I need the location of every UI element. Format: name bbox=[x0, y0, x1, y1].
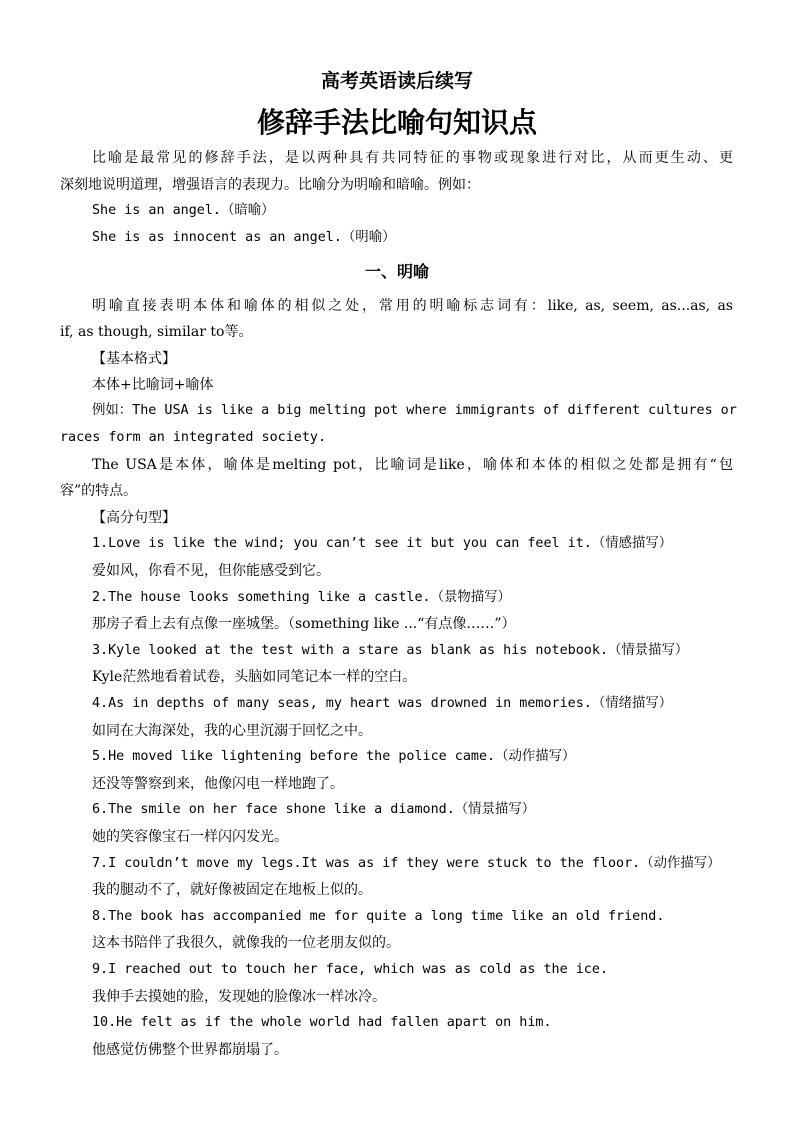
intro-line-2: 深刻地说明道理，增强语言的表现力。比喻分为明喻和暗喻。例如： bbox=[60, 177, 480, 193]
sentence-en: 2.The house looks something like a castle.（景物描写） bbox=[92, 590, 511, 605]
sentence-zh: 他感觉仿佛整个世界都崩塌了。 bbox=[92, 1042, 288, 1058]
sentence-zh: Kyle茫然地看着试卷，头脑如同笔记本一样的空白。 bbox=[92, 669, 417, 685]
sentence-en: 3.Kyle looked at the test with a stare as blank as his notebook.（情景描写） bbox=[92, 643, 689, 658]
analysis-line-1: The USA是本体，喻体是melting pot，比喻词是like，喻体和本体的相似之处都是拥有“包 bbox=[92, 457, 733, 473]
sentence-zh: 还没等警察到来，他像闪电一样地跑了。 bbox=[92, 776, 344, 792]
sentence-zh: 她的笑容像宝石一样闪闪发光。 bbox=[92, 829, 288, 845]
sentence-zh: 我的腿动不了，就好像被固定在地板上似的。 bbox=[92, 882, 372, 898]
sentence-en: 6.The smile on her face shone like a diamond.（情景描写） bbox=[92, 802, 536, 817]
sentence-en: 9.I reached out to touch her face, which was as cold as the ice. bbox=[92, 962, 608, 977]
sentence-zh: 这本书陪伴了我很久，就像我的一位老朋友似的。 bbox=[92, 935, 400, 951]
sentence-en: 4.As in depths of many seas, my heart was drowned in memories.（情绪描写） bbox=[92, 696, 673, 711]
sentence-en: 10.He felt as if the whole world had fallen apart on him. bbox=[92, 1015, 552, 1030]
simile-desc-line-2: if, as though, similar to等。 bbox=[60, 324, 253, 340]
sentence-en: 8.The book has accompanied me for quite a long time like an old friend. bbox=[92, 909, 665, 924]
intro-example-simile: She is as innocent as an angel.（明喻） bbox=[92, 230, 396, 245]
patterns-label: 【高分句型】 bbox=[92, 510, 176, 526]
document-title: 高考英语读后续写 bbox=[320, 70, 473, 92]
sentence-zh: 爱如风，你看不见，但你能感受到它。 bbox=[92, 563, 330, 579]
intro-example-metaphor: She is an angel.（暗喻） bbox=[92, 203, 275, 218]
example-line-1: 例如：The USA is like a big melting pot where immigrants of different cultures or bbox=[92, 403, 737, 418]
sentence-en: 1.Love is like the wind; you can’t see it but you can feel it.（情感描写） bbox=[92, 536, 673, 551]
sentence-zh: 我伸手去摸她的脸，发现她的脸像冰一样冰冷。 bbox=[92, 989, 386, 1005]
sentence-zh: 如同在大海深处，我的心里沉溺于回忆之中。 bbox=[92, 723, 372, 739]
format-label: 【基本格式】 bbox=[92, 351, 176, 367]
document-subtitle: 修辞手法比喻句知识点 bbox=[256, 106, 537, 139]
format-text: 本体+比喻词+喻体 bbox=[92, 377, 214, 393]
sentence-en: 7.I couldn’t move my legs.It was as if they were stuck to the floor.（动作描写） bbox=[92, 856, 721, 871]
simile-desc-line-1: 明喻直接表明本体和喻体的相似之处，常用的明喻标志词有：like, as, seem, as...as, as bbox=[92, 298, 733, 314]
sentence-en: 5.He moved like lightening before the police came.（动作描写） bbox=[92, 749, 576, 764]
analysis-line-2: 容”的特点。 bbox=[60, 483, 138, 499]
sentence-zh: 那房子看上去有点像一座城堡。（something like ...“有点像……”） bbox=[92, 616, 516, 632]
section-heading-simile: 一、明喻 bbox=[364, 262, 429, 281]
intro-line-1: 比喻是最常见的修辞手法，是以两种具有共同特征的事物或现象进行对比，从而更生动、更 bbox=[92, 150, 733, 166]
example-line-2: races form an integrated society. bbox=[60, 430, 327, 445]
